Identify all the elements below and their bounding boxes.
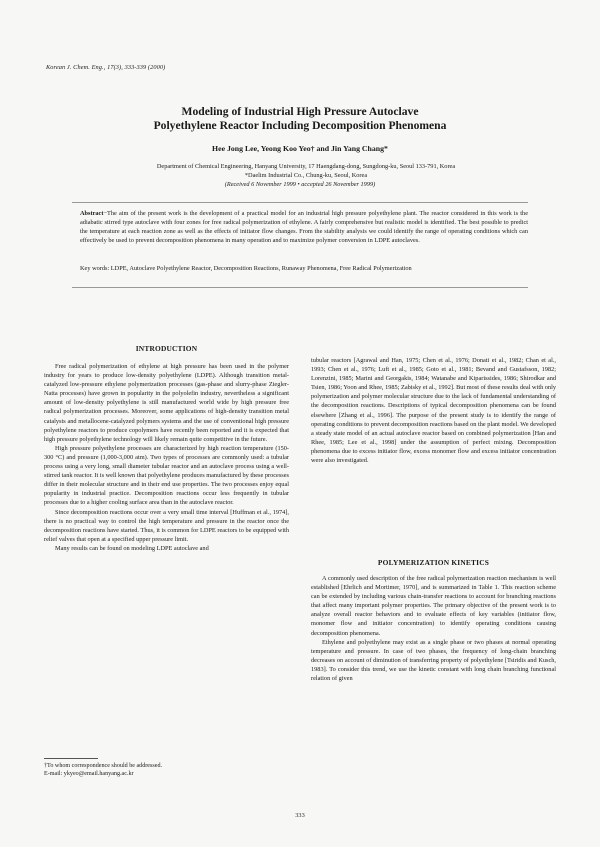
keywords-text: LDPE, Autoclave Polyethylene Reactor, Decomposition Reactions, Runaway Phenomena, Free Radical Polymerization — [110, 265, 412, 272]
paper-title-line1: Modeling of Industrial High Pressure Autoclave — [181, 105, 419, 118]
footnote-email: E-mail: ykyeo@email.hanyang.ac.kr — [44, 771, 134, 777]
right-column-kinetics — [311, 574, 556, 683]
paragraph: Since decomposition reactions occur over a very small time interval [Huffman et al., 1974], there is no practical way to control the high temperature and pressure in the reactor once the decomposition reactions have started. Thus, it is common for LDPE reactors to be equipped with relief valves that open at a specified upper pressure limit. — [44, 508, 289, 543]
section-heading-introduction: INTRODUCTION — [135, 344, 198, 353]
paper-title-line2: Polyethylene Reactor Including Decomposition Phenomena — [153, 119, 447, 132]
abstract-label: Abstract — [80, 210, 104, 217]
abstract — [80, 210, 528, 246]
affiliation-primary: Department of Chemical Engineering, Hanyang University, 17 Haengdang-dong, Sungdong-ku, Seoul 133-791, Korea — [156, 163, 456, 170]
keywords-label: Key words: — [80, 265, 110, 272]
page-number: 333 — [295, 812, 305, 819]
journal-header: Korean J. Chem. Eng., 17(3), 333-339 (2000) — [46, 64, 166, 71]
footnote-correspondence: †To whom correspondence should be addressed. — [44, 763, 163, 769]
keywords — [80, 265, 528, 274]
footnote-rule — [44, 758, 98, 759]
abstract-text: −The aim of the present work is the development of a practical model for an industrial high pressure polyethylene plant. The reactor considered in this work is the adiabatic stirred type autoclave with four zones for free radical polymerization of ethylene. A fairly comprehensive but realistic model is identified. The best possible to predict the temperature at each reaction zone as well as the effects of initiator flow changes. From the stability analysis we could identify the range of operating conditions which can effectively be used to prevent decomposition phenomena in many operation and to maximize polymer conversion in LDPE autoclaves. — [80, 210, 528, 244]
abstract-bottom-rule — [72, 287, 528, 288]
paragraph: Many results can be found on modeling LDPE autoclave and — [55, 544, 209, 552]
paragraph: A commonly used description of the free radical polymerization reaction mechanism is well established [Ehrlich and Mortimer, 1970], and is summarized in Table 1. This reaction scheme can be extended by including various chain-transfer reactions to account for branching reactions that affect many important polymer properties. The primary objective of the present work is to analyze overall reactor behaviors and to evaluate effects of key variables (initiator flow, monomer flow and initiator concentration) to identify operating conditions causing decomposition phenomena. — [311, 575, 556, 637]
footnote — [44, 762, 289, 778]
right-column — [311, 356, 556, 465]
received-date: (Received 6 November 1999 • accepted 26 November 1999) — [224, 181, 376, 188]
section-heading-polymerization-kinetics: POLYMERIZATION KINETICS — [377, 558, 490, 567]
authors: Hee Jong Lee, Yeong Koo Yeo† and Jin Yang Chang* — [212, 144, 388, 153]
paragraph: High pressure polyethylene processes are characterized by high reaction temperature (150-300 °C) and pressure (1,000-3,000 atm). Two types of processes are commonly used: a tubular process using a very long, small diameter tubular reactor and an autoclave process using a well-stirred tank reactor. It is well known that polyethylene produces manufactured by these processes differ in their molecular structure and in their end use properties. The two processes enjoy equal popularity in industrial practice. Decomposition reactions occur less frequently in tubular processes due to a higher cooling surface area than in the autoclave reactor. — [44, 444, 289, 507]
affiliation-secondary: *Daelim Industrial Co., Chung-ku, Seoul, Korea — [244, 172, 368, 179]
paragraph: tubular reactors [Agrawal and Han, 1975; Chen et al., 1976; Donati et al., 1982; Chan et al., 1993; Chen et al., 1976; Luft et al., 1985; Goto et al., 1981; Bevand and Gustafsson, 1982; Lorenzini, 1985; Marini and Georgakis, 1984; Watanabe and Kiparissides, 1986; Shirodkar and Tsien, 1986; Yoon and Rhee, 1985; Zabisky et al., 1992]. But most of these results deal with only polymerization and polymer molecular structure due to the lack of fundamental understanding of the decomposition reactions. Descriptions of typical decomposition phenomena can be found elsewhere [Zhang et al., 1996]. The purpose of the present study is to identify the range of operating conditions to prevent decomposition reactions based on the plant model. We developed a steady state model of an actual autoclave reactor based on combined polymerization [Han and Rhee, 1985; Lee et al., 1998] under the assumption of perfect mixing. Decomposition phenomena due to excess initiator flow, excess monomer flow and excess initiator concentration were also investigated. — [311, 357, 556, 465]
left-column — [44, 362, 289, 553]
abstract-top-rule — [72, 202, 528, 203]
paragraph: Ethylene and polyethylene may exist as a single phase or two phases at normal operating temperature and pressure. In case of two phases, the frequency of long-chain branching decreases on account of diminution of transferring property of polyethylene [Tsiridis and Kusch, 1983]. To consider this trend, we use the kinetic constant with long chain branching functional relation of given — [311, 638, 556, 683]
paragraph: Free radical polymerization of ethylene at high pressure has been used in the polymer industry for years to produce low-density polyethylene (LDPE). Although transition metal-catalyzed low-pressure ethylene polymerization processes (gas-phase and slurry-phase Ziegler-Natta processes) have grown in popularity in the polyolefin industry, nevertheless a significant amount of low-density polyethylene is still manufactured world wide by high pressure free radical polymerization processes. Moreover, some applications of high-density transition metal catalysts and metallocene-catalyzed polymers systems and the use of conventional high pressure polyethylene reactors to produce copolymers have recently been reported and it is expected that high pressure polyethylene technology will likely remain quite competitive in the future. — [44, 363, 289, 443]
